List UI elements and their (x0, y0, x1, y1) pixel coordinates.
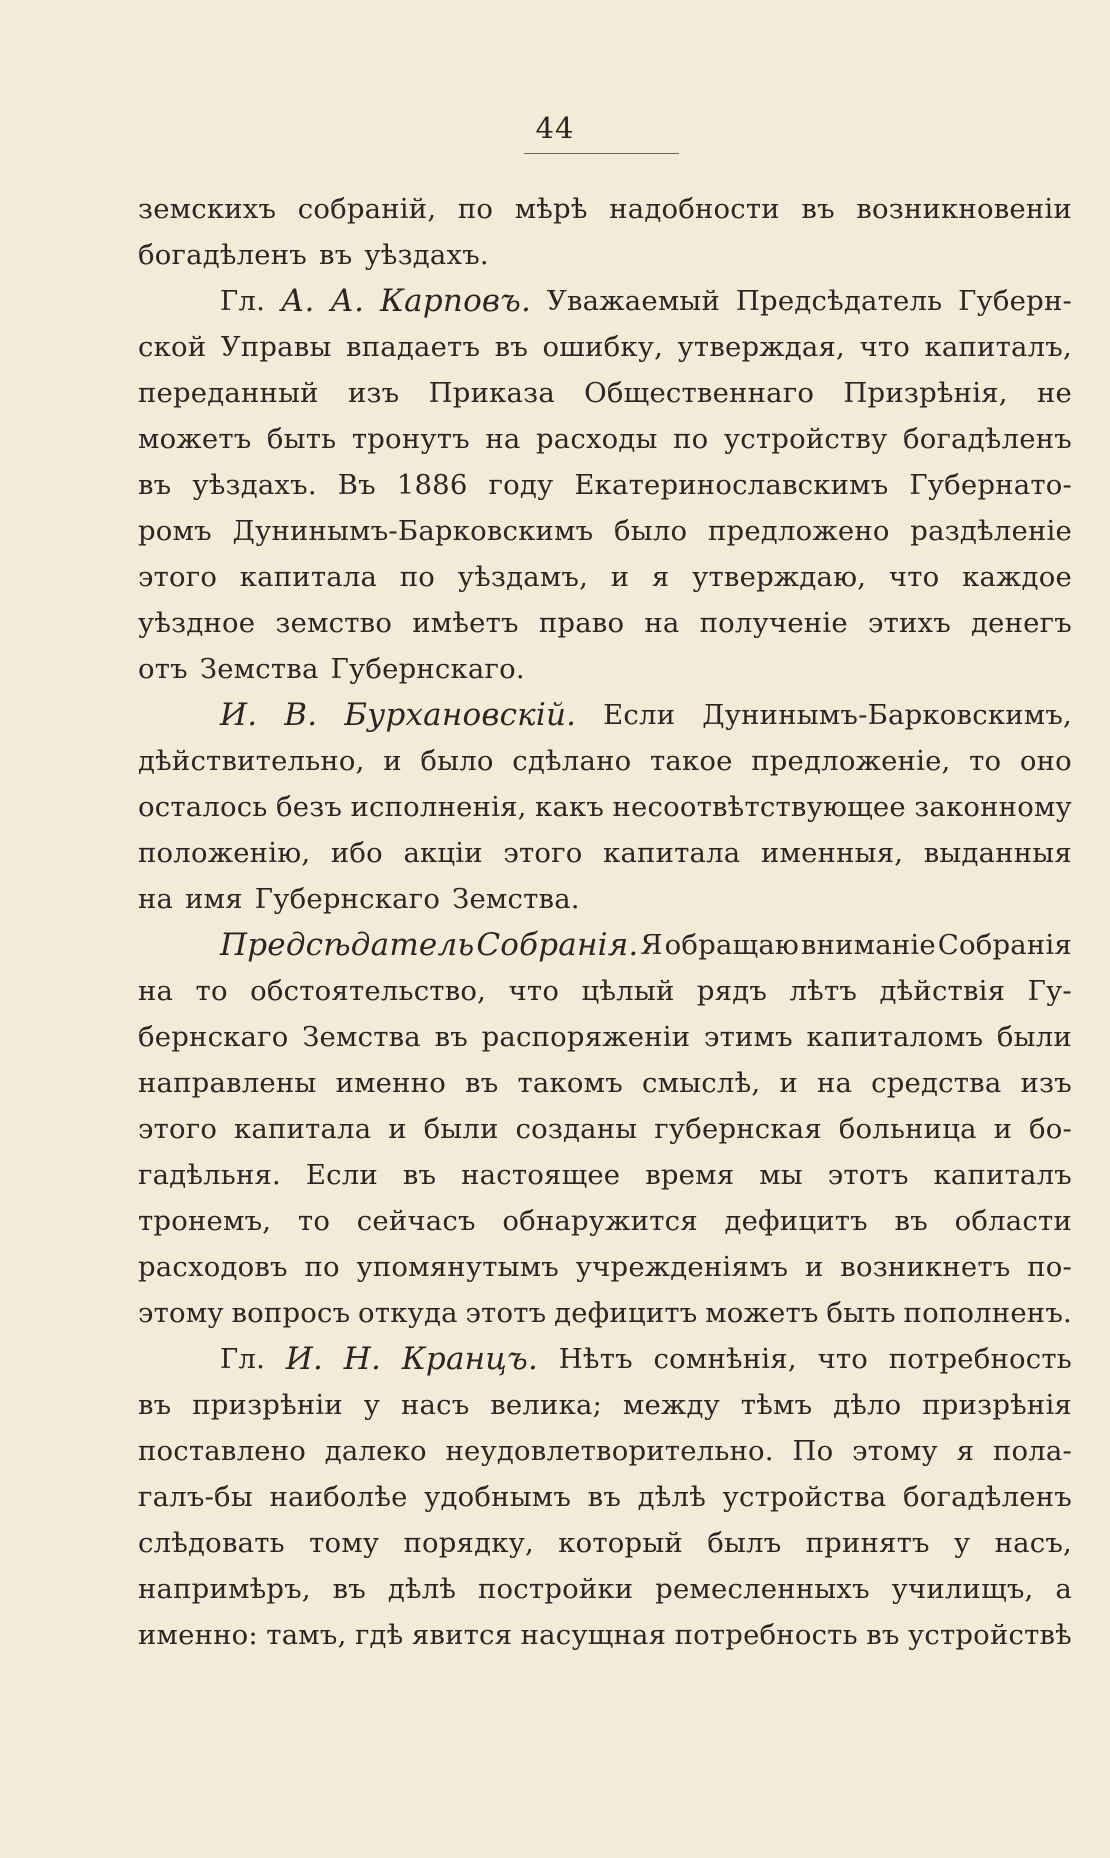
word: насъ (400, 1389, 470, 1421)
word: былъ (707, 1527, 782, 1559)
word: ской (138, 331, 207, 363)
word: этимъ (703, 1021, 793, 1053)
word: впадаетъ (346, 331, 481, 363)
word: тамъ, (266, 1619, 347, 1651)
word: исполненія, (350, 791, 527, 823)
word: денегъ (971, 607, 1072, 639)
text-line (138, 508, 1072, 554)
word: ромъ (138, 515, 212, 547)
word: что (817, 1343, 869, 1375)
word: на (138, 975, 174, 1007)
word: и (805, 1251, 824, 1283)
text-line (138, 1290, 1072, 1336)
word: Въ (337, 469, 376, 501)
word: и (388, 1113, 407, 1145)
word: постройки (478, 1573, 634, 1605)
word: у (953, 1527, 971, 1559)
word: быть (826, 1297, 896, 1329)
word: училищъ, (891, 1573, 1034, 1605)
word: предложеніе, (751, 745, 951, 777)
speaker-name-word: В. (284, 697, 318, 733)
word: цѣлый (581, 975, 675, 1007)
word: что (888, 561, 940, 593)
word: мы (759, 1159, 803, 1191)
word: явится (411, 1619, 513, 1651)
word: на (138, 883, 174, 915)
word: капитала (239, 561, 378, 593)
word: уѣздамъ, (457, 561, 589, 593)
word: порядку, (403, 1527, 534, 1559)
word: году (488, 469, 554, 501)
word: уѣздное (138, 607, 256, 639)
speaker-name-word: Собранія. (476, 927, 639, 963)
word: дѣлѣ (637, 1481, 707, 1513)
word: и (779, 1067, 798, 1099)
word: и (610, 561, 630, 593)
word: Дунинымъ-Барковскимъ, (702, 699, 1072, 731)
text-line (138, 876, 1072, 922)
word: уѣздахъ. (364, 239, 489, 271)
word: оно (1019, 745, 1072, 777)
text-line (138, 462, 1072, 508)
word: сдѣлано (512, 745, 632, 777)
text-line (138, 1382, 1072, 1428)
word: поставлено (138, 1435, 307, 1467)
speaker-name-word: Предсѣдатель (220, 927, 475, 963)
word: въ (319, 239, 353, 271)
word: были (423, 1113, 499, 1145)
word: Губерн- (958, 285, 1072, 317)
word: именныя, (760, 837, 904, 869)
word: дефицитъ (554, 1297, 698, 1329)
word: Губернскаго (254, 883, 441, 915)
word: въ (866, 1619, 900, 1651)
word: гдѣ (354, 1619, 404, 1651)
word: мѣрѣ (514, 193, 588, 225)
word: бо- (1028, 1113, 1072, 1145)
text-line (138, 1152, 1072, 1198)
word: въ (332, 1573, 367, 1605)
word: этому (138, 1297, 224, 1329)
word: надобности (609, 193, 780, 225)
word: обращаю (664, 929, 800, 961)
word: по- (1027, 1251, 1072, 1283)
word: Гу- (1027, 975, 1072, 1007)
word: призрѣніи (192, 1389, 343, 1421)
word: области (954, 1205, 1072, 1237)
word: пола- (992, 1435, 1072, 1467)
text-line (138, 370, 1072, 416)
word: Собранія (937, 929, 1072, 961)
word: откуда (358, 1297, 458, 1329)
word: въ (465, 1067, 499, 1099)
word: дѣло (833, 1389, 902, 1421)
text-line (138, 324, 1072, 370)
word: и (993, 1113, 1013, 1145)
word: расходы (535, 423, 658, 455)
word: переданный (138, 377, 319, 409)
word: капитала (234, 1113, 372, 1145)
word: этотъ (827, 1159, 909, 1191)
word: Уважаемый (546, 285, 721, 317)
word: капитала (603, 837, 741, 869)
word: было (614, 515, 688, 547)
word: въ (434, 1021, 468, 1053)
text-line (138, 1244, 1072, 1290)
text-line (138, 186, 1072, 232)
word: богадѣленъ (902, 423, 1072, 455)
word: наиболѣе (269, 1481, 408, 1513)
word: слѣдовать (138, 1527, 285, 1559)
word: выданныя (923, 837, 1072, 869)
word: По (792, 1435, 834, 1467)
word: Предсѣдатель (735, 285, 943, 317)
speaker-name-word: Н. (343, 1341, 382, 1377)
text-line (138, 784, 1072, 830)
word: и (383, 745, 402, 777)
word: именно (335, 1067, 446, 1099)
word: были (996, 1021, 1072, 1053)
word: богадѣленъ (902, 1481, 1072, 1513)
word: имѣетъ (412, 607, 519, 639)
speaker-name-word: Кранцъ. (401, 1341, 539, 1377)
word: несоотвѣтствующее (612, 791, 906, 823)
word: Гл. (220, 1343, 266, 1375)
word: законному (914, 791, 1072, 823)
word: Управы (220, 331, 332, 363)
word: Если (305, 1159, 378, 1191)
word: упомянутымъ (356, 1251, 560, 1283)
word: по (399, 561, 436, 593)
word: Губернато- (909, 469, 1072, 501)
text-line (138, 1336, 1072, 1382)
text-line (138, 554, 1072, 600)
word: удобнымъ (424, 1481, 572, 1513)
word: гадѣльня. (138, 1159, 281, 1191)
body-text (138, 186, 1072, 1658)
word: какъ (535, 791, 605, 823)
word: больница (838, 1113, 977, 1145)
text-line (138, 278, 1072, 324)
word: Общественнаго (584, 377, 815, 409)
word: возникнетъ (840, 1251, 1011, 1283)
word: по (457, 193, 494, 225)
word: Нѣтъ (558, 1343, 633, 1375)
text-line (138, 1474, 1072, 1520)
word: галъ-бы (138, 1481, 253, 1513)
speaker-name-word: И. (220, 697, 258, 733)
word: имя (185, 883, 243, 915)
word: раздѣленіе (910, 515, 1072, 547)
word: предложено (708, 515, 890, 547)
word: утверждая, (677, 331, 846, 363)
word: неудовлетворительно. (445, 1435, 774, 1467)
word: этого (503, 837, 583, 869)
word: по (673, 423, 709, 455)
text-line (138, 830, 1072, 876)
speaker-name-word: Карповъ. (379, 283, 532, 319)
word: Екатеринославскимъ (574, 469, 889, 501)
word: ошибку, (542, 331, 664, 363)
word: напримѣръ, (138, 1573, 311, 1605)
speaker-name-word: И. (285, 1341, 324, 1377)
word: лѣтъ (789, 975, 858, 1007)
text-line (138, 1428, 1072, 1474)
word: на (644, 607, 680, 639)
word: земство (275, 607, 393, 639)
word: 1886 (396, 469, 468, 501)
word: тому (309, 1527, 380, 1559)
word: настоящее (461, 1159, 621, 1191)
word: полученіе (699, 607, 848, 639)
word: капиталомъ (806, 1021, 984, 1053)
word: сомнѣнія, (653, 1343, 797, 1375)
word: я (956, 1435, 975, 1467)
word: созданы (515, 1113, 638, 1145)
word: Земства. (452, 883, 580, 915)
word: губернская (654, 1113, 822, 1145)
word: тронутъ (351, 423, 470, 455)
word: на (485, 423, 521, 455)
word: богадѣленъ (138, 239, 308, 271)
word: въ (138, 469, 172, 501)
word: ибо (330, 837, 383, 869)
word: тѣмъ (740, 1389, 813, 1421)
word: быть (266, 423, 337, 455)
header-rule (524, 153, 679, 154)
word: можетъ (705, 1297, 819, 1329)
page-number: 44 (535, 111, 575, 145)
word: въ (587, 1481, 622, 1513)
word: не (1036, 377, 1072, 409)
word: осталось (138, 791, 268, 823)
speaker-name-word: Бурхановскій. (344, 697, 577, 733)
speaker-name-word: А. (280, 283, 315, 319)
word: уѣздахъ. (192, 469, 317, 501)
word: Приказа (428, 377, 555, 409)
word: Земства (302, 1021, 421, 1053)
text-line (138, 600, 1072, 646)
word: средства (871, 1067, 1002, 1099)
word: было (420, 745, 494, 777)
word: бернскаго (138, 1021, 289, 1053)
word: изъ (347, 377, 400, 409)
word: сейчасъ (356, 1205, 476, 1237)
word: насъ, (994, 1527, 1072, 1559)
text-line (138, 1566, 1072, 1612)
word: распоряженіи (481, 1021, 691, 1053)
word: капиталъ, (924, 331, 1072, 363)
word: этого (138, 561, 218, 593)
word: вопросъ (231, 1297, 351, 1329)
word: время (645, 1159, 735, 1191)
word: призрѣнія (922, 1389, 1072, 1421)
word: что (508, 975, 560, 1007)
word: этому (852, 1435, 938, 1467)
text-line (138, 1014, 1072, 1060)
word: принятъ (805, 1527, 930, 1559)
word: въ (138, 1389, 172, 1421)
word: то (195, 975, 228, 1007)
word: такое (649, 745, 733, 777)
word: Если (603, 699, 676, 731)
word: устройствѣ (907, 1619, 1072, 1651)
word: у (363, 1389, 381, 1421)
word: дѣйствительно, (138, 745, 365, 777)
word: то (969, 745, 1002, 777)
word: расходовъ (138, 1251, 288, 1283)
text-line (138, 692, 1072, 738)
word: Гл. (220, 285, 266, 317)
word: акціи (403, 837, 483, 869)
word: далеко (324, 1435, 427, 1467)
word: этихъ (867, 607, 951, 639)
word: я (651, 561, 670, 593)
word: который (558, 1527, 683, 1559)
word: Земства (199, 653, 319, 685)
word: а (1055, 1573, 1072, 1605)
word: въ (894, 1205, 928, 1237)
word: рядъ (696, 975, 768, 1007)
text-line (138, 738, 1072, 784)
word: то (297, 1205, 331, 1237)
text-line (138, 416, 1072, 462)
word: именно: (138, 1619, 258, 1651)
word: потребность (674, 1619, 858, 1651)
word: потребность (888, 1343, 1072, 1375)
text-line (138, 1198, 1072, 1244)
text-line (138, 1520, 1072, 1566)
word: по (304, 1251, 340, 1283)
word: Призрѣнія, (843, 377, 1008, 409)
word: въ (801, 193, 835, 225)
word: утверждаю, (692, 561, 867, 593)
word: насущная (520, 1619, 667, 1651)
text-line (138, 646, 1072, 692)
word: дефицитъ (724, 1205, 868, 1237)
word: обстоятельство, (250, 975, 487, 1007)
word: безъ (275, 791, 343, 823)
word: земскихъ (138, 193, 277, 225)
word: въ (402, 1159, 437, 1191)
word: каждое (962, 561, 1072, 593)
word: вниманіе (800, 929, 936, 961)
word: устройству (723, 423, 888, 455)
word: право (538, 607, 625, 639)
word: такомъ (517, 1067, 623, 1099)
text-line (138, 1612, 1072, 1658)
word: можетъ (138, 423, 252, 455)
text-line (138, 922, 1072, 968)
word: отъ (138, 653, 188, 685)
word: велика; (490, 1389, 603, 1421)
word: дѣйствія (879, 975, 1006, 1007)
word: Губернскаго. (330, 653, 525, 685)
word: направлены (138, 1067, 317, 1099)
word: этого (138, 1113, 218, 1145)
word: устройства (722, 1481, 887, 1513)
word: собраній, (297, 193, 437, 225)
word: дѣлѣ (387, 1573, 457, 1605)
word: тронемъ, (138, 1205, 272, 1237)
word: пополненъ. (903, 1297, 1072, 1329)
text-line (138, 968, 1072, 1014)
word: этотъ (465, 1297, 547, 1329)
word: ремесленныхъ (655, 1573, 870, 1605)
word: смыслѣ, (642, 1067, 761, 1099)
word: положенію, (138, 837, 311, 869)
word: въ (494, 331, 529, 363)
word: обнаружится (502, 1205, 698, 1237)
text-line (138, 1060, 1072, 1106)
word: на (816, 1067, 853, 1099)
speaker-name-word: А. (330, 283, 365, 319)
word: изъ (1020, 1067, 1072, 1099)
word: учрежденіямъ (575, 1251, 789, 1283)
text-line (138, 1106, 1072, 1152)
word: возникновеніи (856, 193, 1072, 225)
word: капиталъ (933, 1159, 1072, 1191)
word: Я (640, 929, 663, 961)
word: между (622, 1389, 720, 1421)
word: что (859, 331, 911, 363)
text-line (138, 232, 1072, 278)
word: Дунинымъ-Барковскимъ (232, 515, 594, 547)
